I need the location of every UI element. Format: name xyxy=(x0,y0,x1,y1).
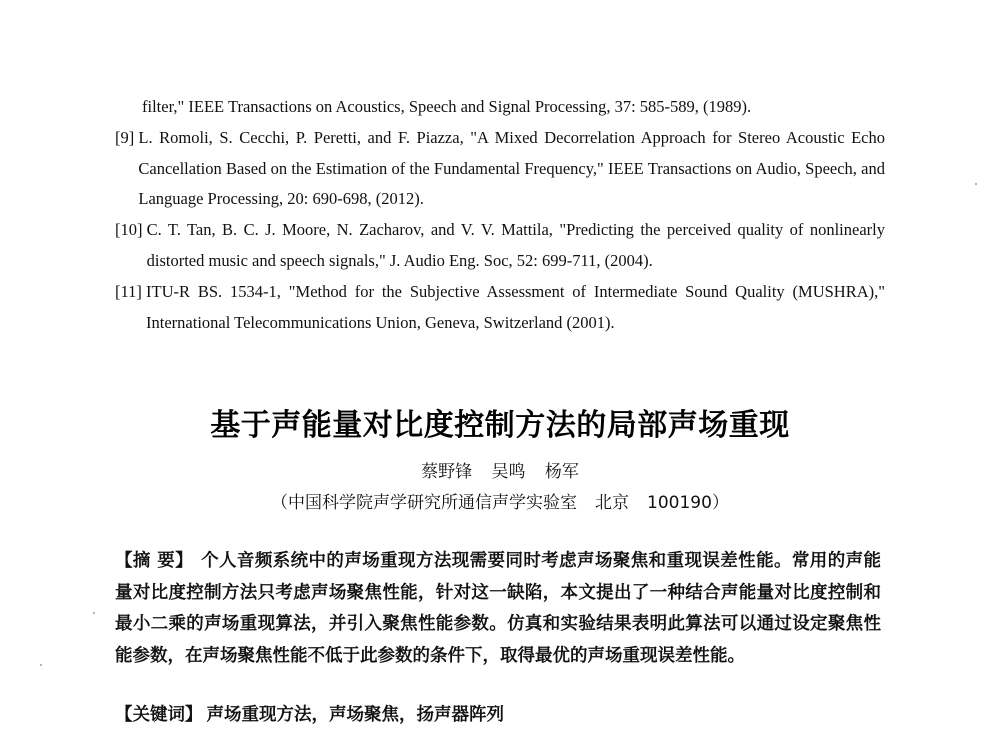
affiliation-city: 北京 xyxy=(595,493,630,513)
reference-text: C. T. Tan, B. C. J. Moore, N. Zacharov, and V. V. Mattila, "Predicting the perceived quality of nonlinearly distorted music and speech signals," J. Audio Eng. Soc, 52: 699-711, (2004). xyxy=(146,220,885,270)
paper-affiliation xyxy=(0,490,1000,516)
keywords-label: 【关键词】 xyxy=(115,705,203,725)
reference-number: [11] xyxy=(115,281,147,301)
abstract-label: 【摘 要】 xyxy=(115,551,194,571)
paper-title: 基于声能量对比度控制方法的局部声场重现 xyxy=(210,408,790,443)
reference-number: [10] xyxy=(115,220,147,240)
abstract-text: 个人音频系统中的声场重现方法现需要同时考虑声场聚焦和重现误差性能。常用的声能量对比度控制方法只考虑声场聚焦性能，针对这一缺陷，本文提出了一种结合声能量对比度控制和最小二乘的声场重现算法，并引入聚焦性能参数。仿真和实验结果表明此算法可以通过设定聚焦性能参数，在声场聚焦性能不低于此参数的条件下，取得最优的声场重现误差性能。 xyxy=(115,551,882,666)
affiliation-org: （中国科学院声学研究所通信声学实验室 xyxy=(271,493,578,513)
reference-text: ITU-R BS. 1534-1, "Method for the Subjective Assessment of Intermediate Sound Quality (MUSHRA)," International Telecommunications Union, Geneva, Switzerland (2001). xyxy=(146,281,885,332)
reference-text: L. Romoli, S. Cecchi, P. Peretti, and F. Piazza, "A Mixed Decorrelation Approach for Stereo Acoustic Echo Cancellation Based on the Estimation of the Fundamental Frequency," IEEE Transactions on Audio, Speech, and Language Processing, 20: 690-698, (2012). xyxy=(138,127,885,209)
scan-speck xyxy=(975,183,977,185)
scan-speck xyxy=(93,612,95,614)
paper-abstract xyxy=(115,546,881,672)
reference-item-11 xyxy=(115,277,885,339)
keywords-text: 声场重现方法，声场聚焦，扬声器阵列 xyxy=(206,705,504,725)
reference-item-9 xyxy=(115,123,885,215)
affiliation-postcode: 100190） xyxy=(647,493,729,513)
reference-number: [9] xyxy=(115,127,139,147)
reference-item-10 xyxy=(115,215,885,277)
paper-keywords xyxy=(115,701,881,729)
scan-speck xyxy=(40,664,42,666)
references-section xyxy=(115,92,885,338)
paper-authors: 蔡野锋 吴鸣 杨军 xyxy=(421,462,579,482)
reference-continuation: filter," IEEE Transactions on Acoustics, Speech and Signal Processing, 37: 585-589, (1989). xyxy=(142,97,752,116)
